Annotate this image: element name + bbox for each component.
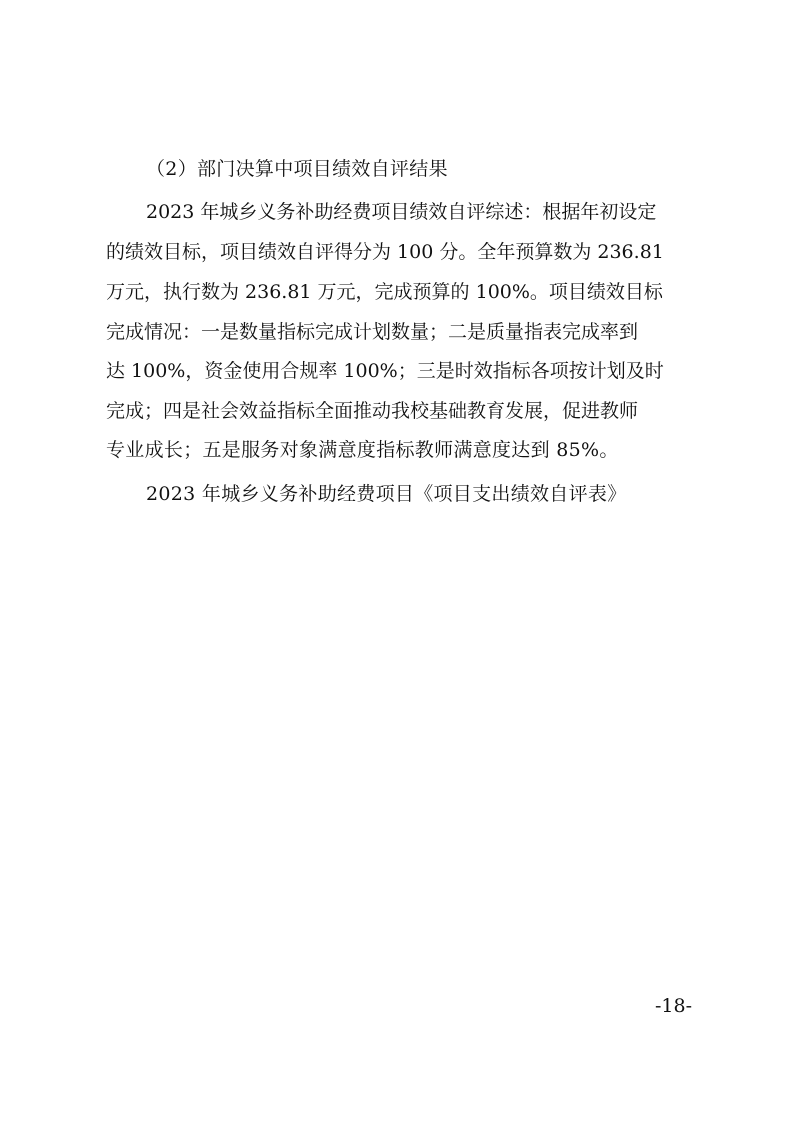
paragraph-line: 万元，执行数为 236.81 万元，完成预算的 100%。项目绩效目标 <box>106 281 663 303</box>
paragraph-line: 的绩效目标，项目绩效自评得分为 100 分。全年预算数为 236.81 <box>106 241 664 263</box>
paragraph-line: 完成情况：一是数量指标完成计划数量；二是质量指表完成率到 <box>106 321 639 343</box>
paragraph-line: 完成；四是社会效益指标全面推动我校基础教育发展，促进教师 <box>106 400 639 422</box>
section-heading: （2）部门决算中项目绩效自评结果 <box>146 158 448 180</box>
paragraph-line: 2023 年城乡义务补助经费项目绩效自评综述：根据年初设定 <box>146 201 657 223</box>
table-reference: 2023 年城乡义务补助经费项目《项目支出绩效自评表》 <box>146 483 627 505</box>
paragraph-line: 专业成长；五是服务对象满意度指标教师满意度达到 85%。 <box>106 439 619 461</box>
page-number: -18- <box>655 995 693 1017</box>
paragraph-line: 达 100%，资金使用合规率 100%；三是时效指标各项按计划及时 <box>106 360 664 382</box>
